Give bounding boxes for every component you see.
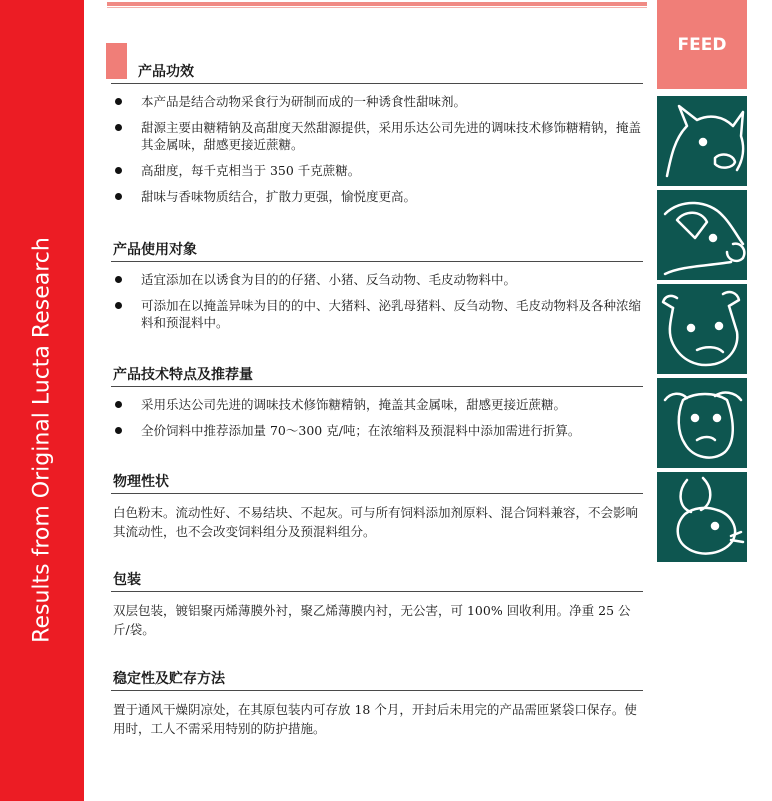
top-rule-thin xyxy=(107,7,647,8)
section-title: 产品技术特点及推荐量 xyxy=(111,366,643,387)
side-bar-text: Results from Original Lucta Research xyxy=(29,237,55,643)
section-packaging xyxy=(111,571,643,639)
section-title: 稳定性及贮存方法 xyxy=(111,670,643,691)
pig-head-icon xyxy=(657,190,747,280)
section-title: 产品功效 xyxy=(111,63,643,84)
cow-icon xyxy=(657,284,747,374)
list-item: 全价饲料中推荐添加量 70～300 克/吨；在浓缩料及预混料中添加需进行折算。 xyxy=(111,422,643,439)
list-item: 甜味与香味物质结合，扩散力更强，愉悦度更高。 xyxy=(111,188,643,205)
section-body: 双层包装，镀铝聚丙烯薄膜外衬，聚乙烯薄膜内衬，无公害，可 100% 回收利用。净重 25 公斤/袋。 xyxy=(113,603,631,637)
section-title: 产品使用对象 xyxy=(111,241,643,262)
pig-icon xyxy=(657,96,747,186)
feed-label: FEED xyxy=(677,34,727,55)
section-features xyxy=(111,366,643,439)
list-item: 采用乐达公司先进的调味技术修饰糖精钠，掩盖其金属味，甜感更接近蔗糖。 xyxy=(111,396,643,413)
section-storage xyxy=(111,670,643,738)
section-body: 白色粉末。流动性好、不易结块、不起灰。可与所有饲料添加剂原料、混合饲料兼容，不会影响其流动性，也不会改变饲料组分及预混料组分。 xyxy=(113,505,639,539)
section-efficacy xyxy=(111,63,643,205)
bullet-list xyxy=(111,93,643,205)
section-title: 包装 xyxy=(111,571,643,592)
side-bar xyxy=(0,0,84,801)
section-title: 物理性状 xyxy=(111,473,643,494)
bullet-list xyxy=(111,396,643,439)
feed-label-box xyxy=(657,0,747,89)
bullet-list xyxy=(111,271,643,331)
section-target xyxy=(111,241,643,331)
top-rule xyxy=(107,2,647,6)
list-item: 甜源主要由糖精钠及高甜度天然甜源提供，采用乐达公司先进的调味技术修饰糖精钠，掩盖其金属味，甜感更接近蔗糖。 xyxy=(111,119,643,153)
section-physical xyxy=(111,473,643,541)
list-item: 可添加在以掩盖异味为目的的中、大猪料、泌乳母猪料、反刍动物、毛皮动物料及各种浓缩料和预混料中。 xyxy=(111,297,643,331)
calf-icon xyxy=(657,378,747,468)
rabbit-icon xyxy=(657,472,747,562)
list-item: 高甜度，每千克相当于 350 千克蔗糖。 xyxy=(111,162,643,179)
list-item: 适宜添加在以诱食为目的的仔猪、小猪、反刍动物、毛皮动物料中。 xyxy=(111,271,643,288)
list-item: 本产品是结合动物采食行为研制而成的一种诱食性甜味剂。 xyxy=(111,93,643,110)
section-body: 置于通风干燥阴凉处，在其原包装内可存放 18 个月，开封后未用完的产品需匝紧袋口保存。使用时，工人不需采用特别的防护措施。 xyxy=(113,702,637,736)
